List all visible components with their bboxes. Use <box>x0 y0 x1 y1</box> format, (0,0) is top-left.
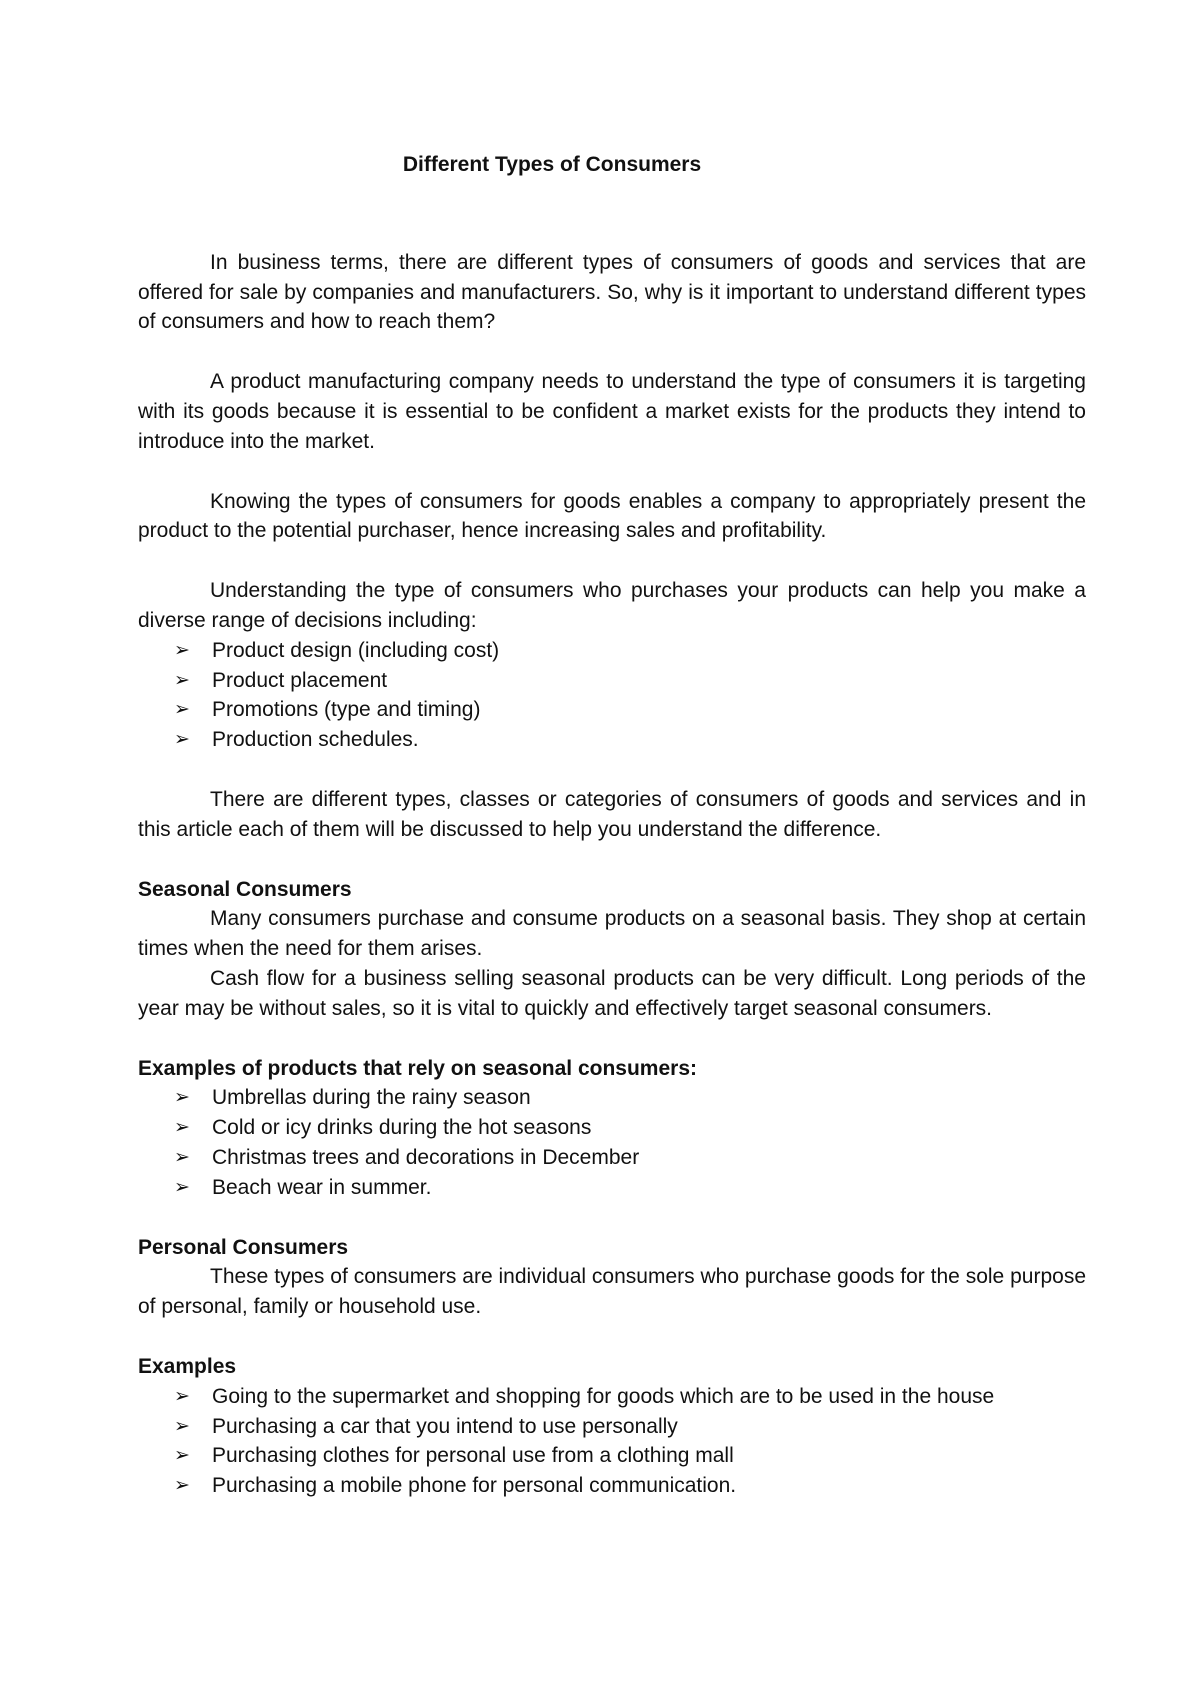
personal-consumers-heading: Personal Consumers <box>138 1235 349 1259</box>
personal-examples-heading: Examples <box>138 1354 237 1378</box>
seasonal-examples-heading: Examples of products that rely on seasonal consumers: <box>138 1056 697 1080</box>
list-item: ➢ Purchasing clothes for personal use from a clothing mall <box>174 1441 1086 1471</box>
personal-paragraph-1: These types of consumers are individual consumers who purchase goods for the sole purpose of personal, family or household use. <box>138 1265 1086 1319</box>
arrow-bullet-icon: ➢ <box>174 1087 190 1109</box>
personal-examples-list <box>138 1382 1086 1501</box>
arrow-bullet-icon: ➢ <box>174 729 190 751</box>
seasonal-examples-list <box>138 1083 1086 1202</box>
document-page <box>138 150 1086 1531</box>
decisions-list <box>138 636 1086 755</box>
list-item: ➢ Beach wear in summer. <box>174 1173 1086 1203</box>
list-item: ➢ Christmas trees and decorations in December <box>174 1143 1086 1173</box>
seasonal-paragraph-2: Cash flow for a business selling seasonal products can be very difficult. Long periods of the year may be without sales, so it is vital to quickly and effectively target seasonal consumers. <box>138 966 1086 1020</box>
arrow-bullet-icon: ➢ <box>174 1445 190 1467</box>
arrow-bullet-icon: ➢ <box>174 1385 190 1407</box>
list-item: ➢ Purchasing a mobile phone for personal communication. <box>174 1471 1086 1501</box>
arrow-bullet-icon: ➢ <box>174 1475 190 1497</box>
arrow-bullet-icon: ➢ <box>174 1176 190 1198</box>
list-item: ➢ Cold or icy drinks during the hot seasons <box>174 1113 1086 1143</box>
arrow-bullet-icon: ➢ <box>174 1146 190 1168</box>
list-item: ➢ Product design (including cost) <box>174 636 1086 666</box>
list-item: ➢ Going to the supermarket and shopping for goods which are to be used in the house <box>174 1382 1086 1412</box>
list-item: ➢ Product placement <box>174 666 1086 696</box>
list-item: ➢ Production schedules. <box>174 725 1086 755</box>
intro-paragraph-4: Understanding the type of consumers who purchases your products can help you make a diverse range of decisions including: <box>138 579 1086 632</box>
intro-paragraph-2: A product manufacturing company needs to understand the type of consumers it is targeting with its goods because it is essential to be confident a market exists for the products they intend to introduce into the market. <box>138 370 1086 453</box>
arrow-bullet-icon: ➢ <box>174 699 190 721</box>
seasonal-paragraph-1: Many consumers purchase and consume products on a seasonal basis. They shop at certain times when the need for them arises. <box>138 907 1086 961</box>
arrow-bullet-icon: ➢ <box>174 639 190 661</box>
intro-paragraph-1: In business terms, there are different types of consumers of goods and services that are offered for sale by companies and manufacturers. So, why is it important to understand different types of consumers and how to reach them? <box>138 250 1086 334</box>
intro-paragraph-5: There are different types, classes or categories of consumers of goods and services and in this article each of them will be discussed to help you understand the difference. <box>138 787 1086 841</box>
list-item: ➢ Umbrellas during the rainy season <box>174 1083 1086 1113</box>
list-item: ➢ Purchasing a car that you intend to use personally <box>174 1412 1086 1442</box>
arrow-bullet-icon: ➢ <box>174 1415 190 1437</box>
intro-paragraph-3: Knowing the types of consumers for goods enables a company to appropriately present the product to the potential purchaser, hence increasing sales and profitability. <box>138 489 1086 543</box>
document-title: Different Types of Consumers <box>402 153 702 176</box>
list-item: ➢ Promotions (type and timing) <box>174 695 1086 725</box>
arrow-bullet-icon: ➢ <box>174 1117 190 1139</box>
seasonal-consumers-heading: Seasonal Consumers <box>138 877 352 901</box>
arrow-bullet-icon: ➢ <box>174 669 190 691</box>
